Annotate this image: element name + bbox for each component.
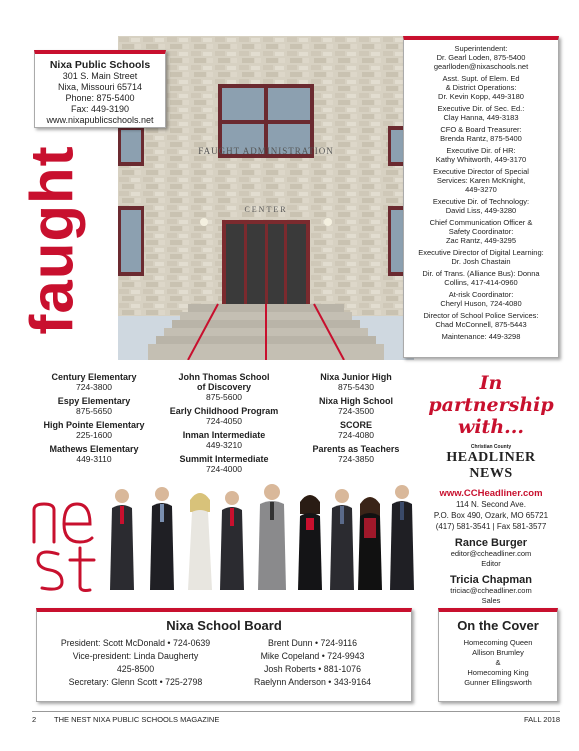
staff-entry: Maintenance: 449-3298 — [441, 332, 521, 341]
school-entry — [34, 444, 154, 464]
on-the-cover-title: On the Cover — [457, 618, 539, 633]
staff-entry: At-risk Coordinator: Cheryl Huson, 724-4080 — [440, 290, 522, 308]
district-contact-box — [34, 50, 166, 128]
school-entry — [162, 430, 286, 450]
partner-contact-role: Editor — [481, 559, 501, 568]
school-phone: 875-5650 — [76, 406, 112, 416]
school-name: John Thomas School of Discovery — [178, 372, 270, 392]
staff-entry: Executive Dir. of Sec. Ed.: Clay Hanna, 449-3183 — [437, 104, 525, 122]
school-board-group-photo — [108, 482, 420, 590]
school-name: Espy Elementary — [57, 396, 131, 406]
partner-address-line: P.O. Box 490, Ozark, MO 65721 — [433, 511, 549, 520]
school-entry — [34, 396, 154, 416]
logo-text: HEADLINER NEWS — [446, 450, 536, 481]
board-member-phone: 425-8500 — [116, 664, 155, 674]
school-entry — [298, 444, 414, 464]
phone-line: Phone: 875-5400 — [65, 93, 135, 103]
cover-line: & — [495, 658, 501, 667]
school-name: Nixa Junior High — [320, 372, 392, 382]
staff-entry: Dir. of Trans. (Alliance Bus): Donna Collins, 417-414-0960 — [422, 269, 540, 287]
school-name: Century Elementary — [51, 372, 137, 382]
staff-entry: Executive Dir. of Technology: David Liss, 449-3280 — [432, 197, 530, 215]
partner-script-in: In — [479, 372, 503, 394]
staff-entry: Superintendent: Dr. Gearl Loden, 875-5400 gearlloden@nixaschools.net — [433, 44, 529, 71]
school-phone: 724-3500 — [338, 406, 374, 416]
school-phone: 724-3800 — [76, 382, 112, 392]
magazine-name: THE NEST NIXA PUBLIC SCHOOLS MAGAZINE — [54, 715, 220, 724]
board-member: Brent Dunn • 724-9116 — [268, 638, 357, 648]
page-footer — [32, 711, 560, 724]
school-entry — [162, 406, 286, 426]
board-member: Secretary: Glenn Scott • 725-2798 — [68, 677, 203, 687]
school-name: Nixa High School — [318, 396, 393, 406]
staff-entry: Chief Communication Officer & Safety Coordinator: Zac Rantz, 449-3295 — [429, 218, 533, 245]
school-phone: 724-3850 — [338, 454, 374, 464]
partner-phone-line: (417) 581-3541 | Fax 581-3577 — [435, 522, 547, 531]
cover-line: Homecoming Queen — [463, 638, 533, 647]
board-member: Raelynn Anderson • 343-9164 — [253, 677, 372, 687]
on-the-cover-box — [438, 608, 558, 702]
partner-contact-name: Tricia Chapman — [450, 574, 532, 586]
board-column-right — [224, 637, 401, 689]
school-phone: 724-4000 — [206, 464, 242, 474]
district-staff-box — [403, 36, 559, 358]
address-line: 301 S. Main Street — [62, 71, 138, 81]
schools-column-1 — [34, 372, 154, 468]
nest-logo — [30, 502, 110, 592]
school-board-box — [36, 608, 412, 702]
board-member: Vice-president: Linda Daugherty — [72, 651, 199, 661]
board-column-left — [47, 637, 224, 689]
partner-script-partnership: partnership — [428, 394, 554, 416]
school-board-title: Nixa School Board — [166, 618, 282, 633]
partner-website-link[interactable]: www.CCHeadliner.com — [439, 488, 543, 499]
staff-entry: Asst. Supt. of Elem. Ed & District Operations: Dr. Kevin Kopp, 449-3180 — [438, 74, 524, 101]
issue-date: FALL 2018 — [523, 715, 560, 724]
staff-entry: Executive Dir. of HR: Kathy Whitworth, 449-3170 — [435, 146, 527, 164]
partner-address-line: 114 N. Second Ave. — [456, 500, 526, 509]
school-name: Inman Intermediate — [182, 430, 266, 440]
school-phone: 875-5430 — [338, 382, 374, 392]
school-name: Summit Intermediate — [179, 454, 269, 464]
partner-script-with: with... — [457, 416, 524, 438]
school-name: Mathews Elementary — [49, 444, 139, 454]
school-entry — [162, 454, 286, 474]
partner-contact-email[interactable]: triciac@ccheadliner.com — [450, 586, 532, 595]
cover-line: Gunner Ellingsworth — [464, 678, 532, 687]
school-entry — [162, 372, 286, 402]
schools-column-3 — [298, 372, 414, 468]
board-member: Josh Roberts • 881-1076 — [264, 664, 361, 674]
staff-entry: CFO & Board Treasurer: Brenda Rantz, 875-5400 — [440, 125, 522, 143]
city-line: Nixa, Missouri 65714 — [57, 82, 143, 92]
school-entry — [34, 372, 154, 392]
inscription: FAUGHT ADMINISTRATION — [198, 146, 334, 156]
school-entry — [298, 420, 414, 440]
fax-line: Fax: 449-3190 — [70, 104, 130, 114]
school-entry — [298, 372, 414, 392]
inscription-center: CENTER — [244, 205, 288, 214]
website-link[interactable]: www.nixapublicschools.net — [46, 115, 154, 125]
logo-tagline: Christian County — [470, 444, 512, 450]
school-name: Parents as Teachers — [312, 444, 400, 454]
schools-column-2 — [162, 372, 286, 478]
partner-contact-email[interactable]: editor@ccheadliner.com — [450, 549, 532, 558]
school-name: SCORE — [339, 420, 372, 430]
school-phone: 225-1600 — [76, 430, 112, 440]
board-member: President: Scott McDonald • 724-0639 — [60, 638, 211, 648]
school-phone: 875-5600 — [206, 392, 242, 402]
board-member: Mike Copeland • 724-9943 — [260, 651, 365, 661]
cover-line: Homecoming King — [467, 668, 529, 677]
partner-contact-role: Sales — [481, 596, 501, 605]
school-name: High Pointe Elementary — [43, 420, 145, 430]
school-phone: 724-4080 — [338, 430, 374, 440]
school-phone: 449-3210 — [206, 440, 242, 450]
partnership-panel — [424, 372, 558, 606]
partner-contact-name: Rance Burger — [454, 537, 528, 549]
school-name: Early Childhood Program — [169, 406, 279, 416]
district-name: Nixa Public Schools — [49, 59, 151, 71]
school-entry — [34, 420, 154, 440]
school-entry — [298, 396, 414, 416]
page-number: 2 — [32, 715, 37, 724]
school-phone: 449-3110 — [76, 454, 112, 464]
faught-vertical-title: faught — [18, 145, 86, 335]
headliner-news-logo — [424, 444, 558, 482]
staff-entry: Executive Director of Special Services: Karen McKnight, 449-3270 — [433, 167, 529, 194]
school-phone: 724-4050 — [206, 416, 242, 426]
staff-entry: Executive Director of Digital Learning: Dr. Josh Chastain — [418, 248, 544, 266]
staff-entry: Director of School Police Services: Chad McConnell, 875-5443 — [423, 311, 539, 329]
cover-line: Allison Brumley — [472, 648, 524, 657]
